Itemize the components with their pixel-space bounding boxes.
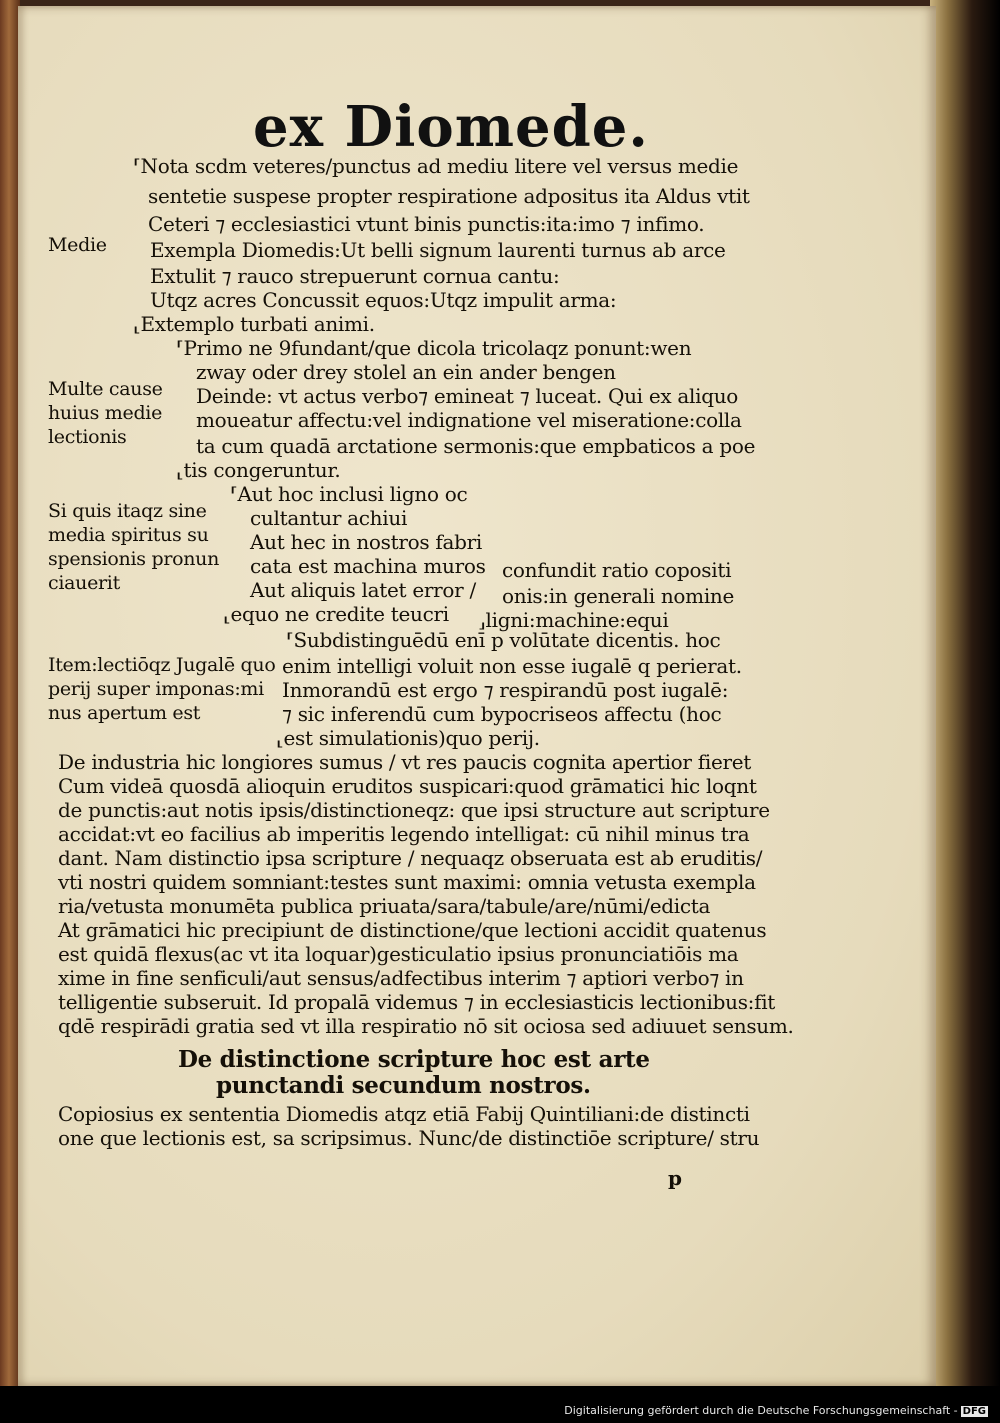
text-line: cata est machina muros: [250, 554, 486, 578]
text-line: ria/vetusta monumēta publica priuata/sara/tabule/are/nūmi/edicta: [58, 894, 711, 918]
signature-mark: p: [668, 1166, 682, 1190]
text-line: De industria hic longiores sumus / vt res paucis cognita apertior fieret: [58, 750, 752, 774]
text-line: xime in fine senficuli/aut sensus/adfectibus interim ⁊ aptiori verbo⁊ in: [58, 966, 744, 990]
text-line: est quidā flexus(ac vt ita loquar)gesticulatio ipsius pronunciatiōis ma: [58, 942, 739, 966]
text-line: Ceteri ⁊ ecclesiastici vtunt binis punctis:ita:imo ⁊ infimo.: [148, 212, 705, 236]
margin-note: Si quis itaqz sine: [48, 500, 207, 522]
margin-note: ciauerit: [48, 572, 120, 594]
margin-note: Multe cause: [48, 378, 163, 400]
text-line: ⸤Extemplo turbati animi.: [133, 312, 375, 336]
text-line: ⸤est simulationis)quo perij.: [276, 726, 540, 750]
footer-text: Digitalisierung gefördert durch die Deutsche Forschungsgemeinschaft -: [564, 1404, 958, 1417]
text-line: de punctis:aut notis ipsis/distinctioneqz: que ipsi structure aut scripture: [58, 798, 770, 822]
text-line: ta cum quadā arctatione sermonis:que empbaticos a poe: [196, 434, 756, 458]
book-page: [18, 6, 936, 1386]
text-line: ⸢Nota scdm veteres/punctus ad mediu litere vel versus medie: [133, 154, 739, 178]
margin-note: Item:lectiōqz Jugalē quo: [48, 654, 276, 676]
text-line: Extulit ⁊ rauco strepuerunt cornua cantu:: [150, 264, 560, 288]
text-line: ⸢Subdistinguēdū enī p volūtate dicentis. hoc: [286, 628, 721, 652]
margin-note: media spiritus su: [48, 524, 209, 546]
text-line: Deinde: vt actus verbo⁊ emineat ⁊ luceat. Qui ex aliquo: [196, 384, 739, 408]
text-line: ⸤tis congeruntur.: [176, 458, 341, 482]
margin-note: spensionis pronun: [48, 548, 220, 570]
text-line: ⸤equo ne credite teucri: [223, 602, 449, 626]
text-line: moueatur affectu:vel indignatione vel miseratione:colla: [196, 408, 742, 432]
page-edges: [930, 0, 1000, 1423]
text-line: enim intelligi voluit non esse iugalē q perierat.: [282, 654, 742, 678]
margin-note: nus apertum est: [48, 702, 201, 724]
text-line: confundit ratio copositi: [502, 558, 732, 582]
text-line: accidat:vt eo facilius ab imperitis legendo intelligat: cū nihil minus tra: [58, 822, 750, 846]
text-line: zway oder drey stolel an ein ander bengen: [196, 360, 616, 384]
text-line: qdē respirādi gratia sed vt illa respiratio nō sit ociosa sed adiuuet sensum.: [58, 1014, 794, 1038]
section-heading-line-2: punctandi secundum nostros.: [216, 1072, 591, 1099]
text-line: ⸢Aut hoc inclusi ligno oc: [230, 482, 468, 506]
text-line: one que lectionis est, sa scripsimus. Nunc/de distinctiōe scripture/ stru: [58, 1126, 760, 1150]
text-line: Copiosius ex sententia Diomedis atqz etiā Fabij Quintiliani:de distincti: [58, 1102, 750, 1126]
text-line: ⸥ligni:machine:equi: [478, 608, 669, 632]
text-line: telligentie subseruit. Id propalā videmus ⁊ in ecclesiasticis lectionibus:fit: [58, 990, 776, 1014]
text-line: Inmorandū est ergo ⁊ respirandū post iugalē:: [282, 678, 729, 702]
text-line: Cum videā quosdā alioquin eruditos suspicari:quod grāmatici hic loqnt: [58, 774, 757, 798]
section-heading-line-1: De distinctione scripture hoc est arte: [178, 1046, 650, 1073]
text-line: Aut aliquis latet error /: [250, 578, 476, 602]
footer-credit: [564, 1404, 988, 1417]
page-heading: ex Diomede.: [253, 94, 649, 160]
margin-note: perij super imponas:mi: [48, 678, 264, 700]
margin-note: Medie: [48, 234, 107, 256]
text-line: vti nostri quidem somniant:testes sunt maximi: omnia vetusta exempla: [58, 870, 756, 894]
dfg-logo: DFG: [962, 1406, 986, 1417]
text-line: ⸢Primo ne 9fundant/que dicola tricolaqz ponunt:wen: [176, 336, 692, 360]
text-line: cultantur achiui: [250, 506, 408, 530]
text-line: At grāmatici hic precipiunt de distinctione/que lectioni accidit quatenus: [58, 918, 767, 942]
text-line: Utqz acres Concussit equos:Utqz impulit arma:: [150, 288, 617, 312]
text-line: Aut hec in nostros fabri: [250, 530, 482, 554]
text-line: ⁊ sic inferendū cum bypocriseos affectu (hoc: [282, 702, 722, 726]
text-line: onis:in generali nomine: [502, 584, 735, 608]
margin-note: huius medie: [48, 402, 163, 424]
text-line: sentetie suspese propter respiratione adpositus ita Aldus vtit: [148, 184, 750, 208]
text-line: dant. Nam distinctio ipsa scripture / nequaqz obseruata est ab eruditis/: [58, 846, 763, 870]
book-spine: [0, 0, 20, 1423]
margin-note: lectionis: [48, 426, 127, 448]
text-line: Exempla Diomedis:Ut belli signum laurenti turnus ab arce: [150, 238, 726, 262]
